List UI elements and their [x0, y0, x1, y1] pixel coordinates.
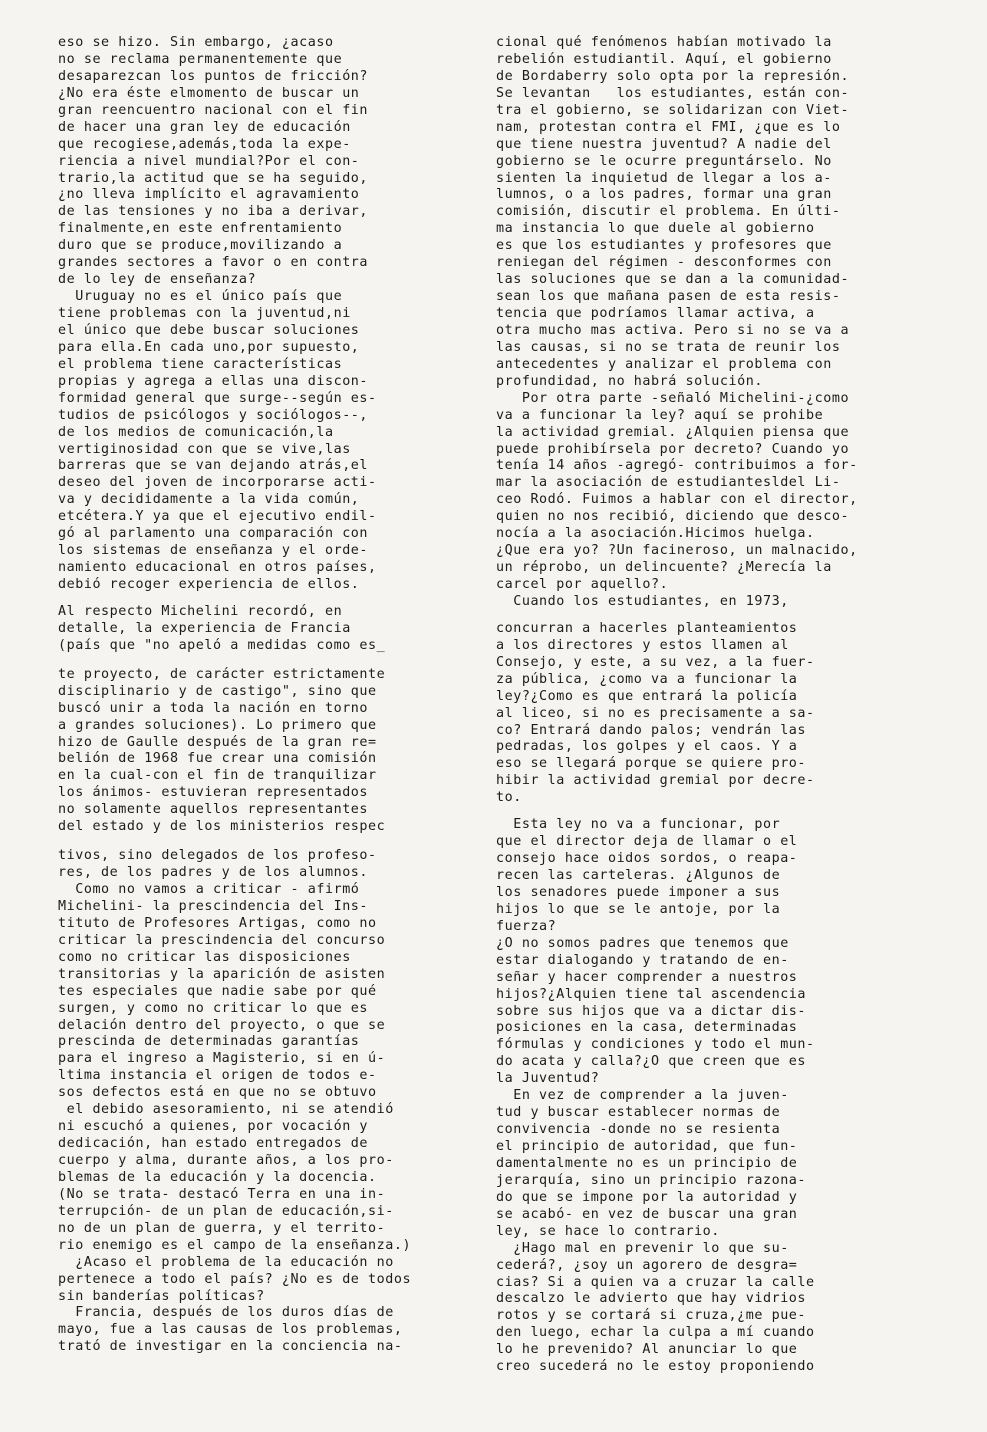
text-line: de hacer una gran ley de educación [58, 119, 351, 135]
text-line: a los directores y estos llamen al [496, 637, 789, 653]
text-line: comisión, discutir el problema. En últi- [496, 204, 841, 220]
text-line: prescinda de determinadas garantías [58, 1034, 360, 1050]
text-line: mar la asociación de estudiantesldel Li- [496, 475, 841, 491]
text-line: detalle, la experiencia de Francia [58, 620, 351, 636]
text-line: criticar la prescindencia del concurso [58, 932, 386, 948]
text-line: terrupción- de un plan de educación,si- [58, 1203, 394, 1219]
text-line: el problema tiene características [58, 356, 343, 372]
text-line: ceo Rodó. Fuimos a hablar con el director, [496, 492, 858, 508]
right-block-3 [496, 817, 921, 1376]
text-line: ltima instancia el origen de todos e- [58, 1068, 377, 1084]
text-line: tes especiales que nadie sabe por qué [58, 983, 377, 999]
text-line: el único que debe buscar soluciones [58, 322, 360, 338]
text-line: como no criticar las disposiciones [58, 949, 351, 965]
text-line: ¿Acaso el problema de la educación no [58, 1254, 394, 1270]
text-line: tencia que podríamos llamar activa, a [496, 306, 815, 321]
text-line: do acata y calla?¿O que creen que es [496, 1054, 807, 1070]
text-line: hijos?¿Alquien tiene tal ascendencia [496, 986, 807, 1002]
text-line: barreras que se van dejando atrás,el [58, 458, 369, 474]
text-line: gran reencuentro nacional con el fin [58, 102, 369, 118]
text-line: se acabó- en vez de buscar una gran [496, 1206, 798, 1222]
text-line: en la cual-con el fin de tranquilizar [58, 768, 377, 784]
text-line: puede prohibírsela por decreto? Cuando yo [496, 441, 850, 457]
text-line: mayo, fue a las causas de los problemas, [58, 1322, 403, 1338]
text-line: duro que se produce,movilizando a [58, 238, 343, 254]
text-line: Cuando los estudiantes, en 1973, [496, 593, 789, 609]
text-line: cional qué fenómenos habían motivado la [496, 35, 832, 50]
text-line: señar y hacer comprender a nuestros [496, 969, 798, 985]
text-line: propias y agrega a ellas una discon- [58, 373, 369, 389]
text-line: va y decididamente a la vida común, [58, 492, 360, 508]
left-block-3 [58, 667, 478, 836]
text-line: de los medios de comunicación,la [58, 424, 334, 440]
text-line: rebelión estudiantil. Aquí, el gobierno [496, 51, 832, 67]
text-line: za pública, ¿como va a funcionar la [496, 671, 798, 687]
text-line: disciplinario y de castigo", sino que [58, 683, 377, 699]
text-line: no se reclama permanentemente que [58, 51, 343, 67]
text-line: cias? Si a quien va a cruzar la calle [496, 1274, 815, 1290]
text-line: (país que "no apeló a medidas como es_ [58, 637, 386, 653]
text-line: gó al parlamento una comparación con [58, 526, 369, 542]
text-line: las soluciones que se dan a la comunidad- [496, 272, 850, 288]
text-line: ley?¿Como es que entrará la policía [496, 688, 798, 704]
text-line: pedradas, los golpes y el caos. Y a [496, 739, 798, 755]
text-line: tenía 14 años -agregó- contribuimos a for- [496, 458, 858, 474]
text-line: to. [496, 790, 522, 806]
paragraph-gap [58, 594, 478, 604]
text-line: hijos lo que se le antoje, por la [496, 901, 781, 917]
text-line: eso se hizo. Sin embargo, ¿acaso [58, 35, 334, 50]
text-line: hizo de Gaulle después de la gran re= [58, 734, 377, 750]
paragraph-gap [496, 611, 921, 621]
text-line: belión de 1968 fue crear una comisión [58, 751, 377, 767]
text-line: (No se trata- destacó Terra en una in- [58, 1186, 386, 1202]
text-line: convivencia -donde no se resienta [496, 1122, 781, 1138]
text-line: trató de investigar en la conciencia na- [58, 1339, 403, 1355]
text-line: grandes sectores a favor o en contra [58, 255, 369, 271]
text-line: sos defectos está en que no se obtuvo [58, 1085, 377, 1101]
text-line: nam, protestan contra el FMI, ¿que es lo [496, 119, 841, 135]
text-line: ¿no lleva implícito el agravamiento [58, 187, 360, 203]
text-line: En vez de comprender a la juven- [496, 1088, 789, 1104]
text-line: blemas de la educación y la docencia. [58, 1169, 377, 1185]
text-line: que recogiese,además,toda la expe- [58, 136, 351, 152]
text-line: creo sucederá no le estoy proponiendo [496, 1359, 815, 1375]
text-line: nocía a la asociación.Hicimos huelga. [496, 526, 815, 542]
text-line: den luego, echar la culpa a mí cuando [496, 1325, 815, 1341]
text-line: antecedentes y analizar el problema con [496, 356, 832, 372]
text-line: va a funcionar la ley? aquí se prohibe [496, 407, 824, 423]
text-line: surgen, y como no criticar lo que es [58, 1000, 369, 1016]
paragraph-gap [496, 807, 921, 817]
right-block-2 [496, 621, 921, 807]
text-line: descalzo le advierto que hay vidrios [496, 1291, 807, 1307]
left-block-2 [58, 604, 478, 655]
text-line: los sistemas de enseñanza y el orde- [58, 543, 369, 559]
text-line: Esta ley no va a funcionar, por [496, 817, 781, 833]
text-line: tudios de psicólogos y sociólogos--, [58, 407, 369, 423]
text-line: ¿No era éste elmomento de buscar un [58, 85, 360, 101]
text-line: no de un plan de guerra, y el territo- [58, 1220, 386, 1236]
text-line: fórmulas y condiciones y todo el mun- [496, 1037, 815, 1053]
left-column [58, 35, 478, 1356]
text-line: posiciones en la casa, determinadas [496, 1020, 798, 1036]
text-line: lumnos, o a los padres, formar una gran [496, 187, 832, 203]
text-line: te proyecto, de carácter estrictamente [58, 666, 386, 682]
text-line: Consejo, y este, a su vez, a la fuer- [496, 654, 815, 670]
text-line: cederá?, ¿soy un agorero de desgra= [496, 1257, 798, 1273]
text-line: de lo ley de enseñanza? [58, 272, 257, 288]
text-line: Como no vamos a criticar - afirmó [58, 882, 360, 897]
text-line: debió recoger experiencia de ellos. [58, 577, 360, 592]
text-line: transitorias y la aparición de asisten [58, 966, 386, 982]
text-line: ma instancia lo que duele al gobierno [496, 221, 815, 237]
text-line: las causas, si no se trata de reunir los [496, 339, 841, 355]
text-line: rio enemigo es el campo de la enseñanza.) [58, 1237, 412, 1253]
text-line: desaparezcan los puntos de fricción? [58, 68, 369, 84]
text-line: otra mucho mas activa. Pero si no se va a [496, 322, 850, 338]
text-line: fuerza? [496, 918, 557, 934]
text-line: de Bordaberry solo opta por la represión. [496, 68, 850, 84]
text-line: Francia, después de los duros días de [58, 1305, 394, 1321]
text-line: Por otra parte -señaló Michelini-¿como [496, 390, 850, 406]
text-line: sienten la inquietud de llegar a los a- [496, 170, 832, 186]
text-line: tra el gobierno, se solidarizan con Viet- [496, 102, 850, 118]
text-line: un réprobo, un delincuente? ¿Merecía la [496, 560, 832, 576]
text-line: los ánimos- estuvieran representados [58, 785, 369, 801]
text-line: do que se impone por la autoridad y [496, 1189, 798, 1205]
text-line: cuerpo y alma, durante años, a los pro- [58, 1153, 394, 1168]
text-line: pertenece a todo el país? ¿No es de todos [58, 1271, 412, 1287]
text-line: eso se llegará porque se quiere pro- [496, 756, 807, 772]
text-line: tivos, sino delegados de los profeso- [58, 848, 377, 864]
text-line: Uruguay no es el único país que [58, 289, 343, 305]
text-line: buscó unir a toda la nación en torno [58, 700, 369, 716]
left-block-1 [58, 35, 478, 594]
text-line: para el ingreso a Magisterio, si en ú- [58, 1051, 386, 1067]
text-line: rotos y se cortará si cruza,¿me pue- [496, 1308, 807, 1324]
text-line: co? Entrará dando palos; vendrán las [496, 722, 807, 738]
text-line: jerarquía, sino un principio razona- [496, 1172, 807, 1188]
text-line: etcétera.Y ya que el ejecutivo endil- [58, 509, 377, 525]
text-line: tituto de Profesores Artigas, como no [58, 915, 377, 931]
text-line: reniegan del régimen - desconformes con [496, 255, 832, 271]
text-line: formidad general que surge--según es- [58, 390, 377, 406]
text-line: consejo hace oidos sordos, o reapa- [496, 851, 798, 867]
text-line: finalmente,en este enfrentamiento [58, 221, 343, 237]
text-line: para ella.En cada uno,por supuesto, [58, 339, 360, 355]
text-line: quien no nos recibió, diciendo que desco- [496, 509, 850, 525]
text-line: el principio de autoridad, que fun- [496, 1139, 798, 1154]
text-line: ley, se hace lo contrario. [496, 1223, 720, 1239]
text-line: la Juventud? [496, 1071, 600, 1087]
right-block-1 [496, 35, 921, 611]
text-line: Al respecto Michelini recordó, en [58, 603, 343, 619]
text-line: del estado y de los ministerios respec [58, 819, 386, 835]
text-line: a grandes soluciones). Lo primero que [58, 717, 377, 733]
text-line: deseo del joven de incorporarse acti- [58, 475, 377, 491]
text-line: gobierno se le ocurre preguntárselo. No [496, 153, 832, 169]
right-column [496, 35, 921, 1376]
text-line: tud y buscar establecer normas de [496, 1105, 781, 1121]
text-line: no solamente aquellos representantes [58, 802, 369, 818]
text-line: concurran a hacerles planteamientos [496, 620, 798, 636]
text-line: es que los estudiantes y profesores que [496, 238, 832, 254]
text-line: los senadores puede imponer a sus [496, 884, 781, 900]
text-line: profundidad, no habrá solución. [496, 373, 763, 389]
text-line: al liceo, si no es precisamente a sa- [496, 705, 815, 721]
text-line: delación dentro del proyecto, o que se [58, 1017, 386, 1033]
text-line: Michelini- la prescindencia del Ins- [58, 898, 369, 914]
text-line: sin banderías políticas? [58, 1288, 265, 1304]
text-line: res, de los padres y de los alumnos. [58, 865, 369, 881]
text-line: ¿Hago mal en prevenir lo que su- [496, 1240, 789, 1256]
text-line: trario,la actitud que se ha seguido, [58, 170, 369, 186]
text-line: hibir la actividad gremial por decre- [496, 773, 815, 789]
text-line: el debido asesoramiento, ni se atendió [58, 1102, 394, 1118]
text-line: lo he prevenido? Al anunciar lo que [496, 1342, 798, 1358]
text-line: Se levantan los estudiantes, están con- [496, 85, 850, 101]
text-line: que tiene nuestra juventud? A nadie del [496, 136, 832, 152]
text-line: carcel por aquello?. [496, 577, 669, 592]
text-line: que el director deja de llamar o el [496, 834, 798, 850]
text-line: ni escuchó a quienes, por vocación y [58, 1119, 369, 1135]
text-line: ¿Que era yo? ?Un facineroso, un malnacido, [496, 543, 858, 559]
paragraph-gap [58, 836, 478, 848]
text-line: tiene problemas con la juventud,ni [58, 306, 351, 321]
left-block-4 [58, 848, 478, 1356]
text-line: de las tensiones y no iba a derivar, [58, 204, 369, 220]
text-line: sobre sus hijos que va a dictar dis- [496, 1003, 807, 1019]
paragraph-gap [58, 655, 478, 667]
text-line: vertiginosidad con que se vive,las [58, 441, 351, 457]
text-line: dedicación, han estado entregados de [58, 1136, 369, 1152]
text-line: la actividad gremial. ¿Alquien piensa que [496, 424, 850, 440]
text-line: namiento educacional en otros países, [58, 560, 377, 576]
text-line: sean los que mañana pasen de esta resis- [496, 289, 841, 305]
text-line: estar dialogando y tratando de en- [496, 952, 789, 968]
text-line: riencia a nivel mundial?Por el con- [58, 153, 360, 169]
text-line: damentalmente no es un principio de [496, 1155, 798, 1171]
text-line: recen las carteleras. ¿Algunos de [496, 868, 781, 883]
text-line: ¿O no somos padres que tenemos que [496, 935, 789, 951]
